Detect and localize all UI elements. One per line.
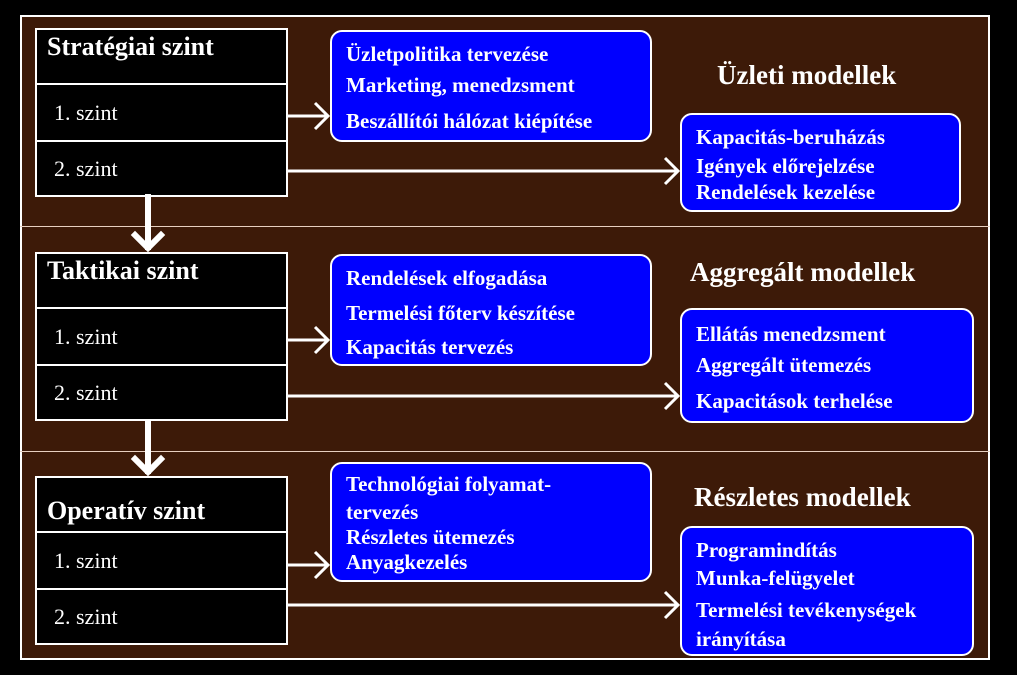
level-row-1: 1. szint (54, 99, 118, 125)
task-item: Technológiai folyamat- (346, 472, 552, 496)
arrow-right (288, 552, 328, 578)
model-item: Rendelések kezelése (696, 180, 876, 204)
model-item: Programindítás (696, 538, 837, 562)
task-item: Marketing, menedzsment (346, 73, 575, 97)
arrow-down (135, 197, 161, 248)
model-item: Aggregált ütemezés (696, 353, 872, 377)
model-item: Termelési tevékenységek (696, 598, 917, 622)
level-title: Taktikai szint (37, 254, 286, 309)
task-item: Rendelések elfogadása (346, 266, 548, 290)
task-item: Termelési főterv készítése (346, 301, 575, 325)
arrow-right (288, 383, 678, 409)
task-item: tervezés (346, 500, 419, 524)
level-row-2: 2. szint (37, 588, 286, 643)
arrow-right (288, 158, 678, 184)
model-item: Kapacitás-beruházás (696, 125, 885, 149)
model-item: irányítása (696, 627, 786, 651)
level-row-1: 1. szint (54, 547, 118, 573)
arrow-down (135, 423, 161, 472)
task-item: Beszállítói hálózat kiépítése (346, 109, 593, 133)
model-item: Kapacitások terhelése (696, 389, 893, 413)
task-item: Anyagkezelés (346, 550, 468, 574)
level-row-1: 1. szint (54, 323, 118, 349)
level-row-2: 2. szint (37, 364, 286, 419)
model-title: Részletes modellek (694, 482, 911, 512)
level-row-2: 2. szint (37, 140, 286, 195)
task-item: Részletes ütemezés (346, 525, 515, 549)
model-item: Munka-felügyelet (696, 566, 855, 590)
model-title: Aggregált modellek (690, 257, 916, 287)
arrow-right (288, 592, 678, 618)
level-title: Operatív szint (37, 478, 286, 533)
task-item: Üzletpolitika tervezése (346, 42, 549, 66)
level-title: Stratégiai szint (37, 30, 286, 85)
arrow-right (288, 103, 328, 129)
task-item: Kapacitás tervezés (346, 335, 514, 359)
model-item: Igények előrejelzése (696, 154, 875, 178)
model-title: Üzleti modellek (717, 60, 897, 90)
model-item: Ellátás menedzsment (696, 322, 886, 346)
arrow-right (288, 327, 328, 353)
